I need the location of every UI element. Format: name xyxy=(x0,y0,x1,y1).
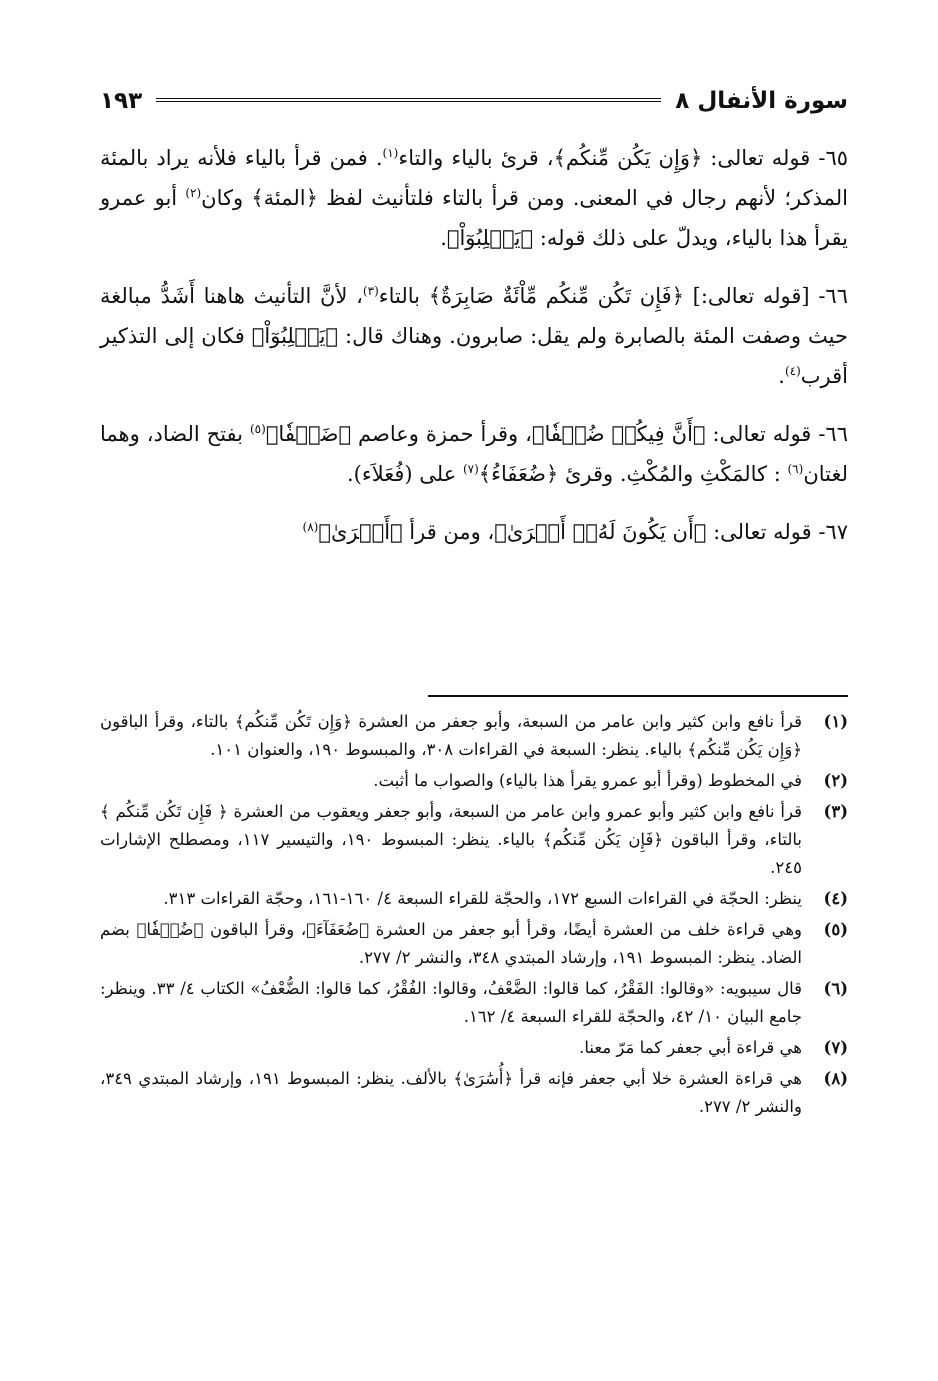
footnote-ref[interactable]: (٧) xyxy=(462,462,479,476)
verse-paragraph-66b xyxy=(100,414,848,494)
paragraph-text: قوله تعالى: ﴿وَإِن يَكُن مِّنكُم﴾، قرئ بالياء والتاء xyxy=(398,146,811,170)
footnote-ref[interactable]: (٥) xyxy=(249,422,266,436)
footnote-ref[interactable]: (١) xyxy=(382,146,399,160)
header-rule xyxy=(156,98,661,105)
verse-paragraph-67 xyxy=(100,512,848,552)
footnote-4 xyxy=(100,885,848,913)
footnote-ref[interactable]: (٤) xyxy=(784,364,801,378)
footnote-ref[interactable]: (٨) xyxy=(302,520,319,534)
verse-number: ٦٧- xyxy=(818,520,848,544)
paragraph-text: بفتح الضاد، وهما لغتان xyxy=(100,422,848,486)
footnote-8 xyxy=(100,1065,848,1121)
footnote-number: (١) xyxy=(823,712,848,731)
footnote-7 xyxy=(100,1034,848,1062)
paragraph-text: ، لأنَّ التأنيث هاهنا أَشَدُّ مبالغة حيث وصفت المئة بالصابرة ولم يقل: صابرون. وهناك قال: ﴿يَغۡلِبُوٓاْ﴾ فكان إلى التذكير أقرب xyxy=(100,284,848,388)
verse-number: ٦٦- xyxy=(818,422,848,446)
footnote-ref[interactable]: (٦) xyxy=(787,462,804,476)
footnote-number: (٨) xyxy=(823,1069,848,1088)
footnote-number: (٥) xyxy=(823,920,848,939)
footnote-number: (٣) xyxy=(823,802,848,821)
verse-number: ٦٥- xyxy=(818,146,848,170)
paragraph-text: . فمن قرأ بالياء فلأنه يراد بالمئة المذكر؛ لأنهم رجال في المعنى. ومن قرأ بالتاء فلتأنيث لفظ ﴿المئة﴾ وكان xyxy=(100,146,848,210)
paragraph-text: : كالمَكْثِ والمُكْثِ. وقرئ ﴿ضُعَفَاءُ﴾ xyxy=(478,462,788,486)
footnote-text: قرأ نافع وابن كثير وأبو عمرو وابن عامر من السبعة، وأبو جعفر ويعقوب من العشرة ﴿ فَإِن تَكُن مِّنكُم ﴾ بالتاء، وقرأ الباقون ﴿فَإِن يَكُن مِّنكُم﴾ بالياء. ينظر: المبسوط ١٩٠، والتيسير ١١٧، ومصطلح الإشارات ٢٤٥. xyxy=(100,802,803,877)
paragraph-text: أبو عمرو يقرأ هذا بالياء، ويدلّ على ذلك قوله: ﴿يَغۡلِبُوٓاْ﴾. xyxy=(100,186,848,250)
footnotes xyxy=(100,708,848,1124)
footnote-number: (٢) xyxy=(823,771,848,790)
running-header xyxy=(100,84,848,118)
paragraph-text: [قوله تعالى:] ﴿فَإِن تَكُن مِّنكُم مِّاْئَةٌ صَابِرَةٌ﴾ بالتاء xyxy=(378,284,810,308)
verse-paragraph-65 xyxy=(100,138,848,258)
footnote-text: وهي قراءة خلف من العشرة أيضًا، وقرأ أبو جعفر من العشرة ﴿ضُعَفَآءَ﴾، وقرأ الباقون ﴿ضُعۡفٗا﴾ بضم الضاد. ينظر: المبسوط ١٩١، وإرشاد المبتدي ٣٤٨، والنشر ٢/ ٢٧٧. xyxy=(100,920,802,967)
verse-paragraph-66a xyxy=(100,276,848,396)
footnote-1 xyxy=(100,708,848,764)
footnote-text: في المخطوط (وقرأ أبو عمرو يقرأ هذا بالياء) والصواب ما أثبت. xyxy=(373,771,802,790)
surah-title: سورة الأنفال ٨ xyxy=(675,88,848,114)
footnote-2 xyxy=(100,767,848,795)
footnote-ref[interactable]: (٢) xyxy=(185,186,202,200)
footnote-number: (٧) xyxy=(823,1038,848,1057)
paragraph-text: قوله تعالى: ﴿أَن يَكُونَ لَهُۥٓ أَسۡرَىٰ﴾، ومن قرأ ﴿أَسۡرَىٰ﴾ xyxy=(318,520,812,544)
footnote-text: قرأ نافع وابن كثير وابن عامر من السبعة، وأبو جعفر من العشرة ﴿وَإِن تَكُن مِّنكُم﴾ بالتاء، وقرأ الباقون ﴿وَإِن يَكُن مِّنكُم﴾ بالياء. ينظر: السبعة في القراءات ٣٠٨، والمبسوط ١٩٠، والعنوان ١٠١. xyxy=(100,712,802,759)
paragraph-text: قوله تعالى: ﴿أَنَّ فِيكُمۡ ضُعۡفٗا﴾، وقرأ حمزة وعاصم ﴿ضَعۡفٗا﴾ xyxy=(265,422,812,446)
main-text xyxy=(100,138,848,570)
page-number: ١٩٣ xyxy=(100,88,143,114)
paragraph-text: . xyxy=(778,364,785,388)
footnote-5 xyxy=(100,916,848,972)
footnote-number: (٦) xyxy=(823,979,848,998)
footnote-text: ينظر: الحجّة في القراءات السبع ١٧٢، والحجّة للقراء السبعة ٤/ ١٦٠-١٦١، وحجّة القراءات ٣١٣. xyxy=(163,889,802,908)
footnote-ref[interactable]: (٣) xyxy=(362,284,379,298)
footnote-text: هي قراءة أبي جعفر كما مَرّ معنا. xyxy=(579,1038,802,1057)
footnote-3 xyxy=(100,798,848,882)
footnote-separator xyxy=(428,695,848,697)
footnote-text: قال سيبويه: «وقالوا: الفَقْرُ، كما قالوا: الضَّعْفُ، وقالوا: الفُقْرُ، كما قالوا: الضُّعْفُ» الكتاب ٤/ ٣٣. وينظر: جامع البيان ١٠/ ٤٢، والحجّة للقراء السبعة ٤/ ١٦٢. xyxy=(100,979,802,1026)
footnote-text: هي قراءة العشرة خلا أبي جعفر فإنه قرأ ﴿أُسَٰرَىٰ﴾ بالألف. ينظر: المبسوط ١٩١، وإرشاد المبتدي ٣٤٩، والنشر ٢/ ٢٧٧. xyxy=(100,1069,802,1116)
footnote-6 xyxy=(100,975,848,1031)
paragraph-text: على (فُعَلاَء). xyxy=(346,462,463,486)
verse-number: ٦٦- xyxy=(818,284,848,308)
footnote-number: (٤) xyxy=(823,889,848,908)
